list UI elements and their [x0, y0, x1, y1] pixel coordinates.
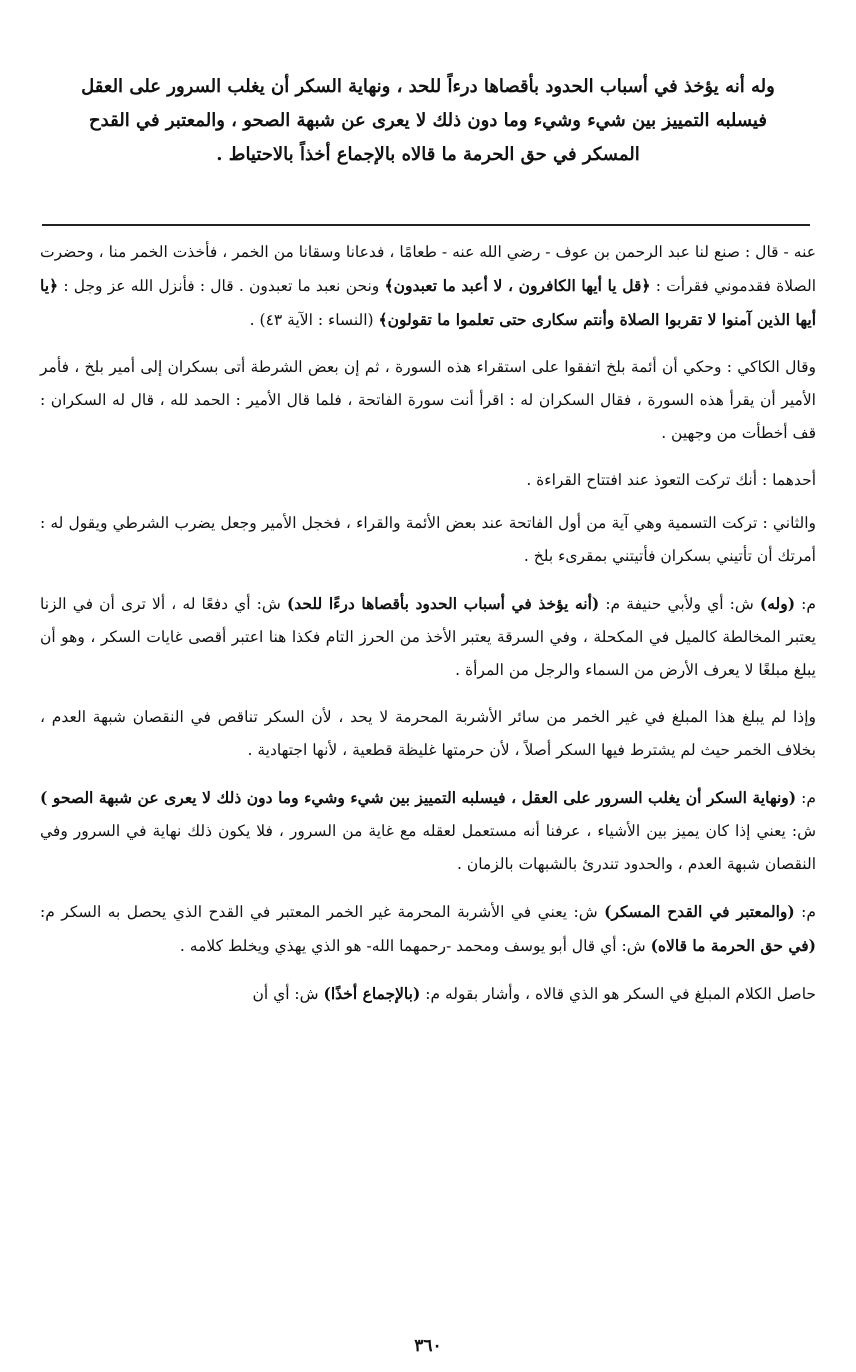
matn-quote: (ونهاية السكر أن يغلب السرور على العقل ، فيسلبه التمييز بين شيء وشيء وما دون ذلك لا يعرى عن شبهة الصحو ) [40, 788, 797, 807]
main-text-block [36, 70, 820, 172]
commentary-paragraph [40, 236, 816, 337]
matn-quote: (في حق الحرمة ما قالاه) [650, 936, 816, 955]
matn-quote: (وله) [759, 594, 796, 613]
commentary-paragraph: وإذا لم يبلغ هذا المبلغ في غير الخمر من سائر الأشربة المحرمة لا يحد ، لأن السكر تناقص في النقصان شبهة العدم ، بخلاف الخمر حيث لم يشترط فيها السكر أصلاً ، لأن حرمتها غليظة قطعية ، لأنها اجتهادية . [40, 708, 816, 759]
commentary-paragraph: والثاني : تركت التسمية وهي آية من أول الفاتحة عند بعض الأئمة والقراء ، فخجل الأمير وجعل يضرب الشرطي ويقول له : أمرتك أن تأتيني بسكران فأتيتني بمقرىء بلخ . [40, 514, 816, 565]
main-text-line: المسكر في حق الحرمة ما قالاه بالإجماع أخذاً بالاحتياط . [216, 144, 640, 165]
text-run: م: [795, 595, 816, 613]
page-number: ٣٦٠ [414, 1336, 442, 1356]
commentary-block [40, 236, 816, 1025]
text-run: م: [796, 789, 817, 807]
commentary-paragraph: وقال الكاكي : وحكي أن أئمة بلخ اتفقوا على استقراء هذه السورة ، ثم إن بعض الشرطة أتى بسكران إلى أمير بلخ ، فأمر الأمير أن يقرأ هذه السورة ، فقال السكران له : اقرأ أنت سورة الفاتحة ، فلما قال الأمير : الحمد لله ، قال له السكران : قف أخطأت من وجهين . [40, 358, 816, 442]
commentary-paragraph [40, 977, 816, 1011]
text-run: ش: أي دفعًا له ، ألا ترى أن في الزنا يعتبر المخالطة كالميل في المكحلة ، وفي السرقة يعتبر الأخذ من الحرز التام فكذا هنا اعتبر أقصى غايات السكر ، وهو أن يبلغ مبلغًا لا يعرف الأرض من السماء والرجل من المرأة . [40, 595, 816, 679]
text-run: ش: أي أن [252, 985, 324, 1003]
separator-rule [42, 224, 810, 226]
text-run: حاصل الكلام المبلغ في السكر هو الذي قالاه ، وأشار بقوله م: [420, 985, 816, 1003]
quran-quote: ﴿يا أيها الذين آمنوا لا تقربوا الصلاة وأنتم سكارى حتى تعلموا ما تقولون﴾ [40, 276, 816, 329]
commentary-paragraph [40, 587, 816, 687]
matn-quote: (أنه يؤخذ في أسباب الحدود بأقصاها درءًا للحد) [286, 594, 600, 613]
text-run: م: [794, 903, 817, 921]
text-run: ش: يعني في الأشربة المحرمة غير الخمر المعتبر في القدح الذي يحصل به السكر م: [40, 903, 605, 921]
text-run: (النساء : الآية ٤٣) . [249, 311, 379, 329]
main-text-line: فيسلبه التمييز بين شيء وشيء وما دون ذلك لا يعرى عن شبهة الصحو ، والمعتبر في القدح [89, 110, 767, 131]
main-text-line: وله أنه يؤخذ في أسباب الحدود بأقصاها درءاً للحد ، ونهاية السكر أن يغلب السرور على العقل [81, 76, 775, 97]
matn-quote: (والمعتبر في القدح المسكر) [604, 902, 795, 921]
text-run: ونحن نعبد ما تعبدون . قال : فأنزل الله عز وجل : [58, 277, 385, 295]
text-run: ش: أي قال أبو يوسف ومحمد -رحمهما الله- هو الذي يهذي ويخلط كلامه . [179, 937, 651, 955]
matn-quote: (بالإجماع أخذًا) [323, 984, 421, 1003]
commentary-paragraph [40, 781, 816, 881]
commentary-paragraph: أحدهما : أنك تركت التعوذ عند افتتاح القراءة . [526, 471, 816, 489]
text-run: ش: يعني إذا كان يميز بين الأشياء ، عرفنا أنه مستعمل لعقله مع غاية من السرور ، فلا يكون ذلك نهاية في السرور وفي النقصان شبهة العدم ، والحدود تندرئ بالشبهات بالزمان . [40, 822, 816, 873]
commentary-paragraph [40, 895, 816, 963]
text-run: عنه - قال : صنع لنا عبد الرحمن بن عوف - رضي الله عنه - طعامًا ، فدعانا وسقانا من الخمر ، فأخذت الخمر منا ، وحضرت الصلاة فقدموني فقرأت : [40, 243, 816, 295]
quran-quote: ﴿قل يا أيها الكافرون ، لا أعبد ما تعبدون﴾ [384, 276, 651, 295]
text-run: ش: أي ولأبي حنيفة م: [599, 595, 760, 613]
